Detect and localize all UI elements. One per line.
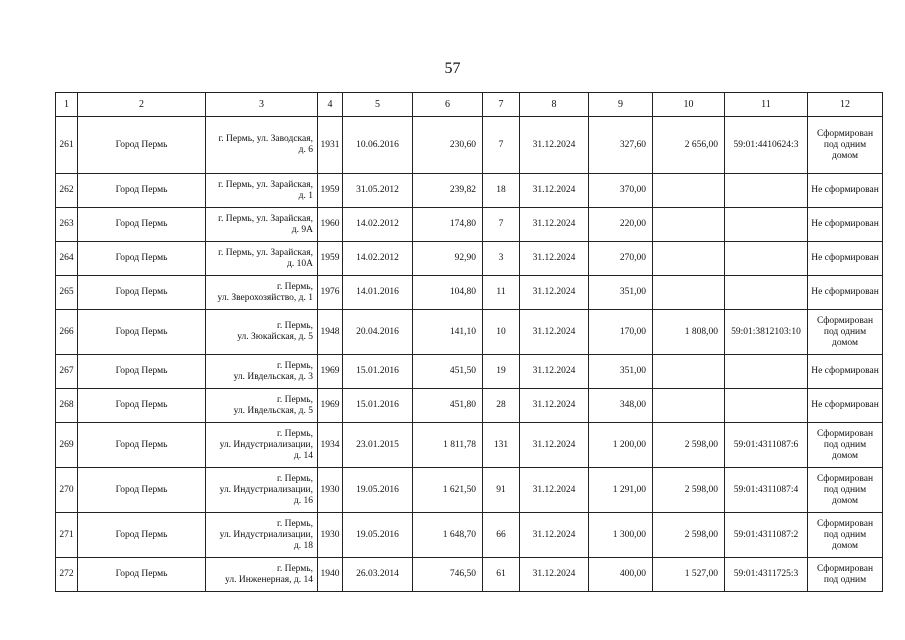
cadastral-number [725, 242, 808, 276]
row-number: 267 [56, 355, 78, 389]
survey-date: 19.05.2016 [343, 513, 413, 558]
land-status: Сформирован под одним домом [808, 117, 883, 174]
residents-count: 11 [483, 276, 520, 310]
area: 1 621,50 [413, 468, 483, 513]
address: г. Пермь, ул. Индустриализации, д. 14 [206, 423, 318, 468]
page-number: 57 [444, 60, 461, 77]
build-year: 1969 [318, 389, 343, 423]
table-row [56, 423, 883, 468]
housing-registry-table [55, 92, 883, 592]
area: 1 648,70 [413, 513, 483, 558]
cost-col9: 351,00 [589, 355, 653, 389]
municipality: Город Пермь [78, 513, 206, 558]
survey-date: 14.02.2012 [343, 242, 413, 276]
area: 141,10 [413, 310, 483, 355]
address: г. Пермь, ул. Зарайская, д. 1 [206, 174, 318, 208]
column-header: 4 [318, 93, 343, 117]
residents-count: 10 [483, 310, 520, 355]
address: г. Пермь, ул. Инженерная, д. 14 [206, 558, 318, 592]
municipality: Город Пермь [78, 174, 206, 208]
municipality: Город Пермь [78, 242, 206, 276]
table-row [56, 174, 883, 208]
table-row [56, 389, 883, 423]
build-year: 1959 [318, 174, 343, 208]
row-number: 270 [56, 468, 78, 513]
row-number: 268 [56, 389, 78, 423]
deadline: 31.12.2024 [520, 208, 589, 242]
cost-col9: 351,00 [589, 276, 653, 310]
row-number: 266 [56, 310, 78, 355]
deadline: 31.12.2024 [520, 117, 589, 174]
address: г. Пермь, ул. Индустриализации, д. 16 [206, 468, 318, 513]
deadline: 31.12.2024 [520, 389, 589, 423]
build-year: 1959 [318, 242, 343, 276]
land-status: Сформирован под одним домом [808, 423, 883, 468]
municipality: Город Пермь [78, 558, 206, 592]
cadastral-number: 59:01:4311087:4 [725, 468, 808, 513]
row-number: 269 [56, 423, 78, 468]
build-year: 1960 [318, 208, 343, 242]
land-status: Не сформирован [808, 389, 883, 423]
column-header: 12 [808, 93, 883, 117]
survey-date: 31.05.2012 [343, 174, 413, 208]
land-status: Не сформирован [808, 355, 883, 389]
survey-date: 26.03.2014 [343, 558, 413, 592]
cost-col9: 1 291,00 [589, 468, 653, 513]
table-row [56, 558, 883, 592]
residents-count: 28 [483, 389, 520, 423]
deadline: 31.12.2024 [520, 468, 589, 513]
cost-col10: 1 808,00 [653, 310, 725, 355]
land-status: Сформирован под одним домом [808, 468, 883, 513]
area: 746,50 [413, 558, 483, 592]
address: г. Пермь, ул. Ивдельская, д. 5 [206, 389, 318, 423]
build-year: 1930 [318, 468, 343, 513]
table-row [56, 276, 883, 310]
cost-col9: 1 300,00 [589, 513, 653, 558]
address: г. Пермь, ул. Зверохозяйство, д. 1 [206, 276, 318, 310]
column-header: 8 [520, 93, 589, 117]
cost-col10: 2 598,00 [653, 468, 725, 513]
survey-date: 14.02.2012 [343, 208, 413, 242]
deadline: 31.12.2024 [520, 558, 589, 592]
land-status: Сформирован под одним домом [808, 310, 883, 355]
address: г. Пермь, ул. Индустриализации, д. 18 [206, 513, 318, 558]
deadline: 31.12.2024 [520, 310, 589, 355]
deadline: 31.12.2024 [520, 242, 589, 276]
row-number: 265 [56, 276, 78, 310]
header-row [56, 93, 883, 117]
cost-col10 [653, 389, 725, 423]
address: г. Пермь, ул. Зарайская, д. 10А [206, 242, 318, 276]
column-header: 5 [343, 93, 413, 117]
column-header: 1 [56, 93, 78, 117]
column-header: 3 [206, 93, 318, 117]
cost-col9: 170,00 [589, 310, 653, 355]
row-number: 263 [56, 208, 78, 242]
municipality: Город Пермь [78, 117, 206, 174]
survey-date: 15.01.2016 [343, 389, 413, 423]
cost-col9: 400,00 [589, 558, 653, 592]
build-year: 1969 [318, 355, 343, 389]
land-status: Не сформирован [808, 174, 883, 208]
municipality: Город Пермь [78, 355, 206, 389]
deadline: 31.12.2024 [520, 423, 589, 468]
cost-col10 [653, 355, 725, 389]
build-year: 1931 [318, 117, 343, 174]
cadastral-number [725, 355, 808, 389]
residents-count: 7 [483, 117, 520, 174]
area: 92,90 [413, 242, 483, 276]
column-header: 10 [653, 93, 725, 117]
address: г. Пермь, ул. Зарайская, д. 9А [206, 208, 318, 242]
row-number: 272 [56, 558, 78, 592]
residents-count: 7 [483, 208, 520, 242]
table-row [56, 355, 883, 389]
table-row [56, 468, 883, 513]
cost-col10: 2 598,00 [653, 513, 725, 558]
survey-date: 10.06.2016 [343, 117, 413, 174]
cost-col10: 1 527,00 [653, 558, 725, 592]
cadastral-number [725, 389, 808, 423]
column-header: 11 [725, 93, 808, 117]
address: г. Пермь, ул. Заводская, д. 6 [206, 117, 318, 174]
land-status: Сформирован под одним домом [808, 513, 883, 558]
cost-col9: 1 200,00 [589, 423, 653, 468]
table-row [56, 242, 883, 276]
municipality: Город Пермь [78, 389, 206, 423]
municipality: Город Пермь [78, 310, 206, 355]
column-header: 7 [483, 93, 520, 117]
cost-col10 [653, 242, 725, 276]
row-number: 264 [56, 242, 78, 276]
cost-col10 [653, 208, 725, 242]
cost-col10 [653, 276, 725, 310]
area: 239,82 [413, 174, 483, 208]
cost-col9: 270,00 [589, 242, 653, 276]
municipality: Город Пермь [78, 276, 206, 310]
residents-count: 91 [483, 468, 520, 513]
column-header: 2 [78, 93, 206, 117]
build-year: 1930 [318, 513, 343, 558]
survey-date: 23.01.2015 [343, 423, 413, 468]
area: 104,80 [413, 276, 483, 310]
residents-count: 18 [483, 174, 520, 208]
land-status: Не сформирован [808, 276, 883, 310]
deadline: 31.12.2024 [520, 355, 589, 389]
residents-count: 61 [483, 558, 520, 592]
deadline: 31.12.2024 [520, 174, 589, 208]
table-row [56, 117, 883, 174]
land-status: Сформирован под одним [808, 558, 883, 592]
land-status: Не сформирован [808, 208, 883, 242]
survey-date: 19.05.2016 [343, 468, 413, 513]
cadastral-number: 59:01:3812103:10 [725, 310, 808, 355]
cost-col10: 2 656,00 [653, 117, 725, 174]
cost-col9: 348,00 [589, 389, 653, 423]
table-row [56, 208, 883, 242]
land-status: Не сформирован [808, 242, 883, 276]
cadastral-number: 59:01:4311087:6 [725, 423, 808, 468]
cadastral-number [725, 174, 808, 208]
table-row [56, 513, 883, 558]
deadline: 31.12.2024 [520, 276, 589, 310]
row-number: 271 [56, 513, 78, 558]
address: г. Пермь, ул. Зюкайская, д. 5 [206, 310, 318, 355]
municipality: Город Пермь [78, 468, 206, 513]
residents-count: 3 [483, 242, 520, 276]
municipality: Город Пермь [78, 208, 206, 242]
cost-col9: 220,00 [589, 208, 653, 242]
build-year: 1976 [318, 276, 343, 310]
deadline: 31.12.2024 [520, 513, 589, 558]
address: г. Пермь, ул. Ивдельская, д. 3 [206, 355, 318, 389]
cost-col9: 370,00 [589, 174, 653, 208]
municipality: Город Пермь [78, 423, 206, 468]
build-year: 1948 [318, 310, 343, 355]
row-number: 262 [56, 174, 78, 208]
cadastral-number: 59:01:4311725:3 [725, 558, 808, 592]
cadastral-number: 59:01:4410624:3 [725, 117, 808, 174]
cost-col10 [653, 174, 725, 208]
survey-date: 15.01.2016 [343, 355, 413, 389]
cost-col9: 327,60 [589, 117, 653, 174]
area: 451,50 [413, 355, 483, 389]
residents-count: 131 [483, 423, 520, 468]
cost-col10: 2 598,00 [653, 423, 725, 468]
cadastral-number: 59:01:4311087:2 [725, 513, 808, 558]
table-row [56, 310, 883, 355]
survey-date: 20.04.2016 [343, 310, 413, 355]
area: 1 811,78 [413, 423, 483, 468]
area: 451,80 [413, 389, 483, 423]
residents-count: 66 [483, 513, 520, 558]
cadastral-number [725, 276, 808, 310]
cadastral-number [725, 208, 808, 242]
build-year: 1940 [318, 558, 343, 592]
build-year: 1934 [318, 423, 343, 468]
column-header: 9 [589, 93, 653, 117]
area: 174,80 [413, 208, 483, 242]
residents-count: 19 [483, 355, 520, 389]
column-header: 6 [413, 93, 483, 117]
area: 230,60 [413, 117, 483, 174]
row-number: 261 [56, 117, 78, 174]
survey-date: 14.01.2016 [343, 276, 413, 310]
